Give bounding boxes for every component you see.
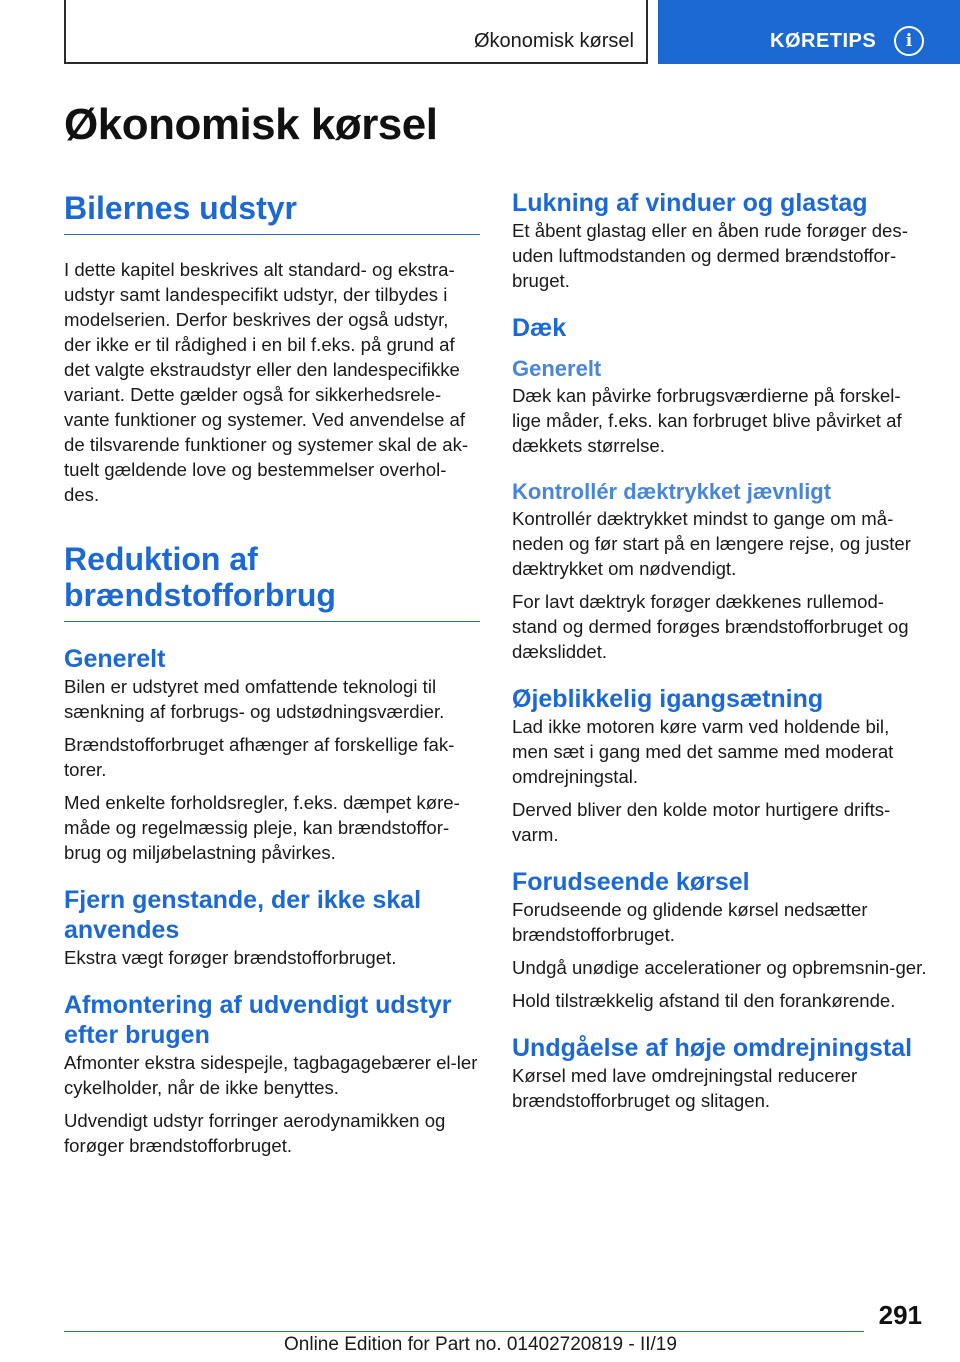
heading-lukning: Lukning af vinduer og glastag [512, 189, 868, 217]
heading-fjern-genstande: Fjern genstande, der ikke skal anvendes [64, 886, 422, 944]
heading-afmontering: Afmontering af udvendigt udstyr efter brugen [64, 991, 452, 1049]
header-chapter-tab[interactable] [658, 0, 960, 64]
paragraph: Et åbent glastag eller en åben rude forøger des-uden luftmodstanden og dermed brændstoffor-bruget. [512, 220, 908, 291]
paragraph: Kørsel med lave omdrejningstal reducerer brændstofforbruget og slitagen. [512, 1065, 858, 1111]
heading-undgaaelse: Undgåelse af høje omdrejningstal [512, 1034, 913, 1062]
paragraph: Med enkelte forholdsregler, f.eks. dæmpet køre-måde og regelmæssig pleje, kan brændstoffor-brug og miljøbelastning påvirkes. [64, 792, 460, 863]
left-column [64, 190, 480, 1166]
heading-daek: Dæk [512, 314, 567, 342]
footer-edition: Online Edition for Part no. 01402720819 - II/19 [284, 1334, 677, 1355]
paragraph: Kontrollér dæktrykket mindst to gange om må-neden og før start på en længere rejse, og juster dæktrykket om nødvendigt. [512, 508, 911, 579]
paragraph: Hold tilstrækkelig afstand til den forankørende. [512, 990, 896, 1011]
heading-daek-generelt: Generelt [512, 356, 602, 381]
heading-generelt: Generelt [64, 645, 166, 673]
info-icon[interactable]: i [894, 26, 924, 56]
header-section-title: Økonomisk kørsel [473, 30, 634, 52]
paragraph: Lad ikke motoren køre varm ved holdende bil, men sæt i gang med det samme med moderat omdrejningstal. [512, 716, 894, 787]
page-number: 291 [878, 1300, 922, 1330]
paragraph: Forudseende og glidende kørsel nedsætter brændstofforbruget. [512, 899, 868, 945]
footer-divider [64, 1331, 864, 1332]
paragraph: Afmonter ekstra sidespejle, tagbagagebærer el-ler cykelholder, når de ikke benyttes. [64, 1052, 478, 1098]
paragraph: Udvendigt udstyr forringer aerodynamikken og forøger brændstofforbruget. [64, 1110, 446, 1156]
paragraph: Dæk kan påvirke forbrugsværdierne på forskel-lige måder, f.eks. kan forbruget blive påvirket af dækkets størrelse. [512, 385, 902, 456]
paragraph: For lavt dæktryk forøger dækkenes rullemod-stand og dermed forøges brændstofforbruget og dæksliddet. [512, 591, 909, 662]
heading-forudseende: Forudseende kørsel [512, 868, 750, 896]
paragraph: Bilen er udstyret med omfattende teknologi til sænkning af forbrugs- og udstødningsværdier. [64, 676, 445, 722]
heading-ojeblikkelig: Øjeblikkelig igangsætning [512, 685, 824, 713]
page-title: Økonomisk kørsel [64, 100, 438, 149]
paragraph: I dette kapitel beskrives alt standard- og ekstra-udstyr samt landespecifikt udstyr, der tilbydes i modelserien. Derfor beskrives der også udstyr, der ikke er til rådighed i en bil f.eks. på grund af det valgte ekstraudstyr eller den landespecifikke variant. Dette gælder også for sikkerhedsrele-vante funktioner og systemer. Ved anvendelse af de tilsvarende funktioner og systemer skal de ak-tuelt gældende love og bestemmelser overhol-des. [64, 259, 469, 505]
paragraph: Derved bliver den kolde motor hurtigere drifts-varm. [512, 799, 891, 845]
heading-reduktion: Reduktion af brændstofforbrug [64, 537, 480, 622]
header-section-tab [64, 0, 648, 64]
right-column [512, 188, 928, 1121]
header-chapter-label: KØRETIPS [770, 30, 877, 52]
paragraph: Brændstofforbruget afhænger af forskellige fak-torer. [64, 734, 455, 780]
heading-bilernes-udstyr: Bilernes udstyr [64, 190, 480, 235]
heading-kontroller: Kontrollér dæktrykket jævnligt [512, 479, 832, 504]
paragraph: Undgå unødige accelerationer og opbremsnin-ger. [512, 957, 927, 978]
paragraph: Ekstra vægt forøger brændstofforbruget. [64, 947, 397, 968]
